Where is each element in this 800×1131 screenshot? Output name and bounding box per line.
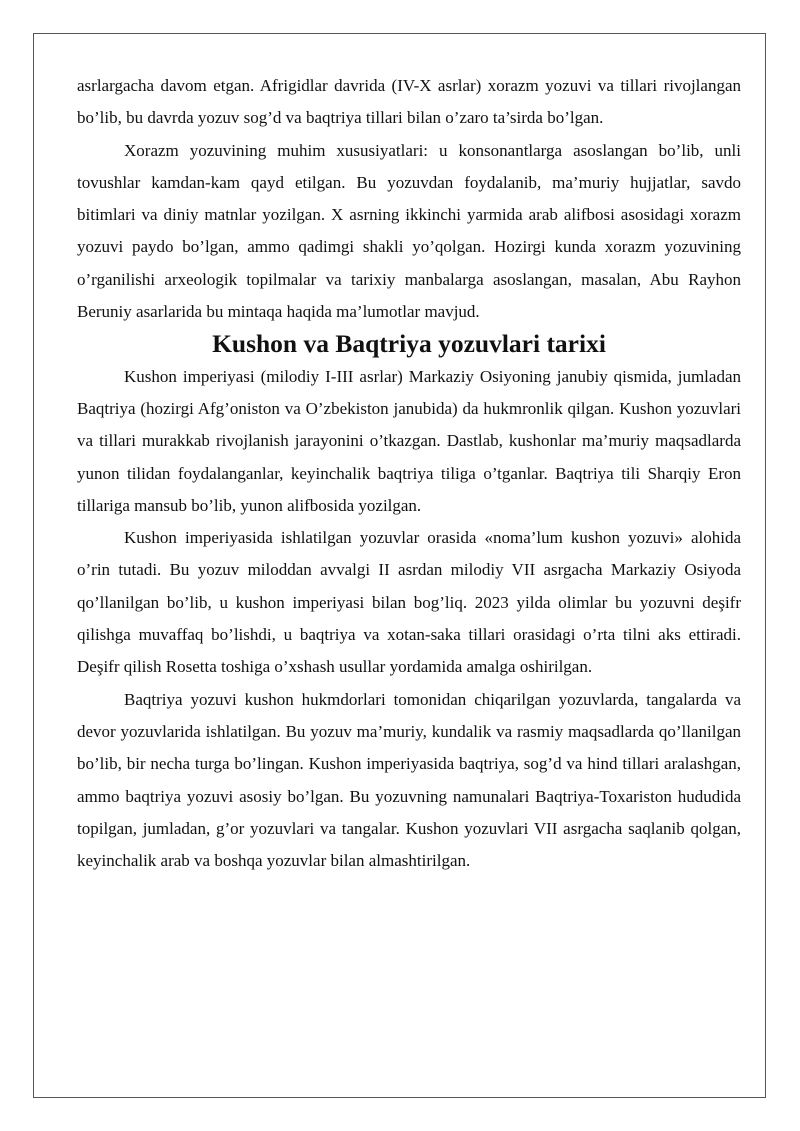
paragraph-baqtriya-script: Baqtriya yozuvi kushon hukmdorlari tomonidan chiqarilgan yozuvlarda, tangalarda va devor yozuvlarida ishlatilgan. Bu yozuv ma’muriy, kundalik va rasmiy maqsadlarda qo’llanilgan bo’lib, bir necha turga bo’lingan. Kushon imperiyasida baqtriya, sog’d va hind tillari aralashgan, ammo baqtriya yozuvi asosiy bo’lgan. Bu yozuvning namunalari Baqtriya-Toxariston hududida topilgan, jumladan, g’or yozuvlari va tangalar. Kushon yozuvlari VII asrgacha saqlanib qolgan, keyinchalik arab va boshqa yozuvlar bilan almashtirilgan. — [77, 689, 741, 871]
paragraph-xorazm-features: Xorazm yozuvining muhim xususiyatlari: u konsonantlarga asoslangan bo’lib, unli tovushlar kamdan-kam qayd etilgan. Bu yozuvdan foydalanib, ma’muriy hujjatlar, savdo bitimlari va diniy matnlar yozilgan. X asrning ikkinchi yarmida arab alifbosi asosidagi xorazm yozuvi paydo bo’lgan, ammo qadimgi shakli yo’qolgan. Hozirgi kunda xorazm yozuvining o’rganilishi arxeologik topilmalar va tarixiy manbalarga asoslangan, masalan, Abu Rayhon Beruniy asarlarida bu mintaqa haqida ma’lumotlar mavjud. — [77, 140, 741, 322]
paragraph-continuation: asrlargacha davom etgan. Afrigidlar davrida (IV-X asrlar) xorazm yozuvi va tillari rivojlangan bo’lib, bu davrda yozuv sog’d va baqtriya tillari bilan o’zaro ta’sirda bo’lgan. — [77, 76, 741, 128]
section-heading: Kushon va Baqtriya yozuvlari tarixi — [212, 329, 606, 359]
paragraph-kushon-empire: Kushon imperiyasi (milodiy I-III asrlar) Markaziy Osiyoning janubiy qismida, jumladan Baqtriya (hozirgi Afg’oniston va O’zbekiston janubida) da hukmronlik qilgan. Kushon yozuvlari va tillari murakkab rivojlanish jarayonini o’tkazgan. Dastlab, kushonlar ma’muriy maqsadlarda yunon tilidan foydalanganlar, keyinchalik baqtriya tiliga o’tganlar. Baqtriya tili Sharqiy Eron tillariga mansub bo’lib, yunon alifbosida yozilgan. — [77, 366, 741, 515]
document-body — [77, 70, 741, 877]
paragraph-unknown-kushon-script: Kushon imperiyasida ishlatilgan yozuvlar orasida «noma’lum kushon yozuvi» alohida o’rin tutadi. Bu yozuv miloddan avvalgi II asrdan milodiy VII asrgacha Markaziy Osiyoda qo’llanilgan bo’lib, u kushon imperiyasi bilan bog’liq. 2023 yilda olimlar bu yozuvni deşifr qilishga muvaffaq bo’lishdi, u baqtriya va xotan-saka tillari orasidagi o’rta tilni aks ettiradi. Deşifr qilish Rosetta toshiga o’xshash usullar yordamida amalga oshirilgan. — [77, 528, 741, 677]
